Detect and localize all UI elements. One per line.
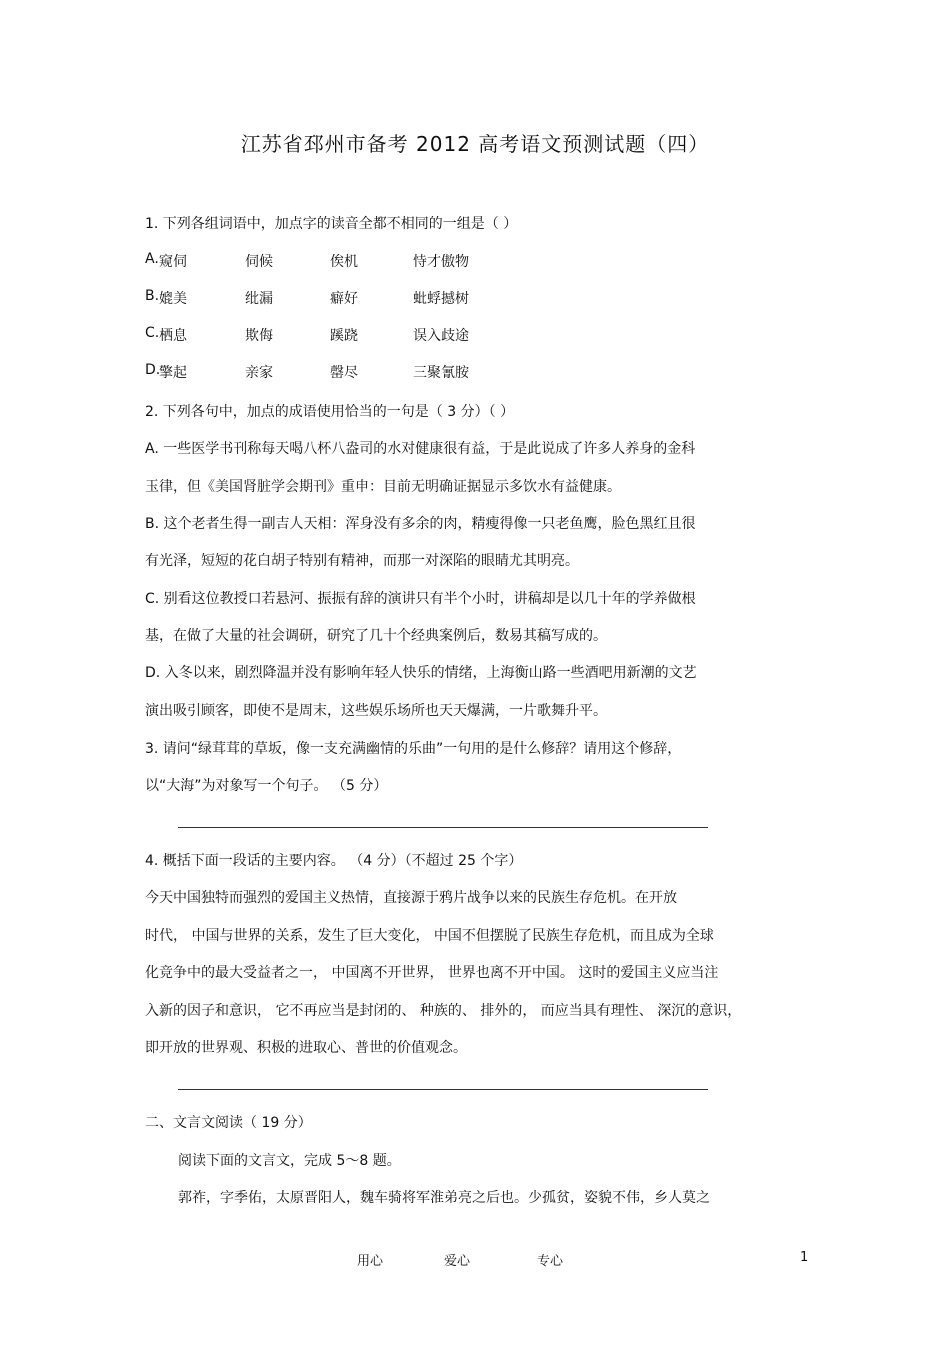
q2-line: 基，在做了大量的社会调研，研究了几十个经典案例后，数易其稿写成的。 [145,628,607,644]
q1-option-d [145,362,545,382]
option-word: 欺侮 [245,328,273,344]
option-word: 蚍蜉撼树 [413,291,469,307]
footer-item: 专心 [537,1254,564,1269]
page-number: 1 [800,1250,809,1265]
q2-line: 有光泽，短短的花白胡子特别有精神，而那一对深陷的眼睛尤其明亮。 [145,553,579,569]
q4-line: 化竞争中的最大受益者之一， 中国离不开世界， 世界也离不开中国。 这时的爱国主义应当注 [145,965,719,981]
q2-line: D. 入冬以来，剧烈降温并没有影响年轻人快乐的情绪，上海衡山路一些酒吧用新潮的文艺 [145,665,697,681]
q1-option-b [145,288,545,308]
footer-item: 用心 [357,1254,384,1269]
q3-line: 3. 请问“绿茸茸的草坂，像一支充满幽情的乐曲”一句用的是什么修辞？请用这个修辞， [145,741,682,757]
answer-line [178,1089,708,1090]
q1-option-c [145,325,545,345]
option-word: 蹊跷 [330,328,358,344]
option-label: D. [145,362,161,378]
option-word: 伺候 [245,254,273,270]
footer-item: 爱心 [444,1254,471,1269]
q2-line: C. 别看这位教授口若悬河、振振有辞的演讲只有半个小时，讲稿却是以几十年的学养做根 [145,591,696,607]
option-label: C. [145,325,160,341]
option-label: B. [145,288,160,304]
option-word: 亲家 [245,365,273,381]
classical-text: 郭祚，字季佑，太原晋阳人，魏车骑将军淮弟亮之后也。少孤贫，姿貌不伟，乡人莫之 [178,1190,710,1206]
q4-line: 时代， 中国与世界的关系，发生了巨大变化， 中国不但摆脱了民族生存危机，而且成为全球 [145,928,714,944]
section-heading: 二、文言文阅读（ 19 分） [145,1115,312,1131]
q2-line: A. 一些医学书刊称每天喝八杯八盎司的水对健康很有益，于是此说成了许多人养身的金科 [145,441,696,457]
q2-stem: 2. 下列各句中，加点的成语使用恰当的一句是（ 3 分）（ ） [145,404,515,420]
option-label: A. [145,251,159,267]
q4-line: 入新的因子和意识， 它不再应当是封闭的、 种族的、 排外的， 而应当具有理性、 深沉的意识， [145,1003,742,1019]
q2-line: B. 这个老者生得一副吉人天相：浑身没有多余的肉，精瘦得像一只老鱼鹰，脸色黑红且很 [145,516,696,532]
q1-option-a [145,251,545,271]
option-word: 罄尽 [330,365,358,381]
q4-line: 即开放的世界观、积极的进取心、普世的价值观念。 [145,1040,467,1056]
option-word: 俟机 [330,254,358,270]
option-word: 窥伺 [159,254,187,270]
option-word: 媲美 [159,291,187,307]
q4-stem: 4. 概括下面一段话的主要内容。 （4 分）（不超过 25 个字） [145,853,523,869]
section-intro: 阅读下面的文言文，完成 5～8 题。 [178,1153,401,1169]
option-word: 纰漏 [245,291,273,307]
q1-stem: 1. 下列各组词语中，加点字的读音全都不相同的一组是（ ） [145,216,518,232]
option-word: 擎起 [159,365,187,381]
option-word: 栖息 [159,328,187,344]
q3-line: 以“大海”为对象写一个句子。 （5 分） [145,778,388,794]
option-word: 癖好 [330,291,358,307]
answer-line [178,827,708,828]
q2-line: 玉律，但《美国肾脏学会期刊》重申：目前无明确证据显示多饮水有益健康。 [145,479,621,495]
q2-line: 演出吸引顾客，即使不是周末，这些娱乐场所也天天爆满，一片歌舞升平。 [145,703,607,719]
page-title: 江苏省邳州市备考 2012 高考语文预测试题（四） [240,132,710,156]
q4-line: 今天中国独特而强烈的爱国主义热情，直接源于鸦片战争以来的民族生存危机。在开放 [145,890,677,906]
option-word: 误入歧途 [413,328,469,344]
option-word: 恃才傲物 [413,254,469,270]
option-word: 三聚氰胺 [413,365,469,381]
